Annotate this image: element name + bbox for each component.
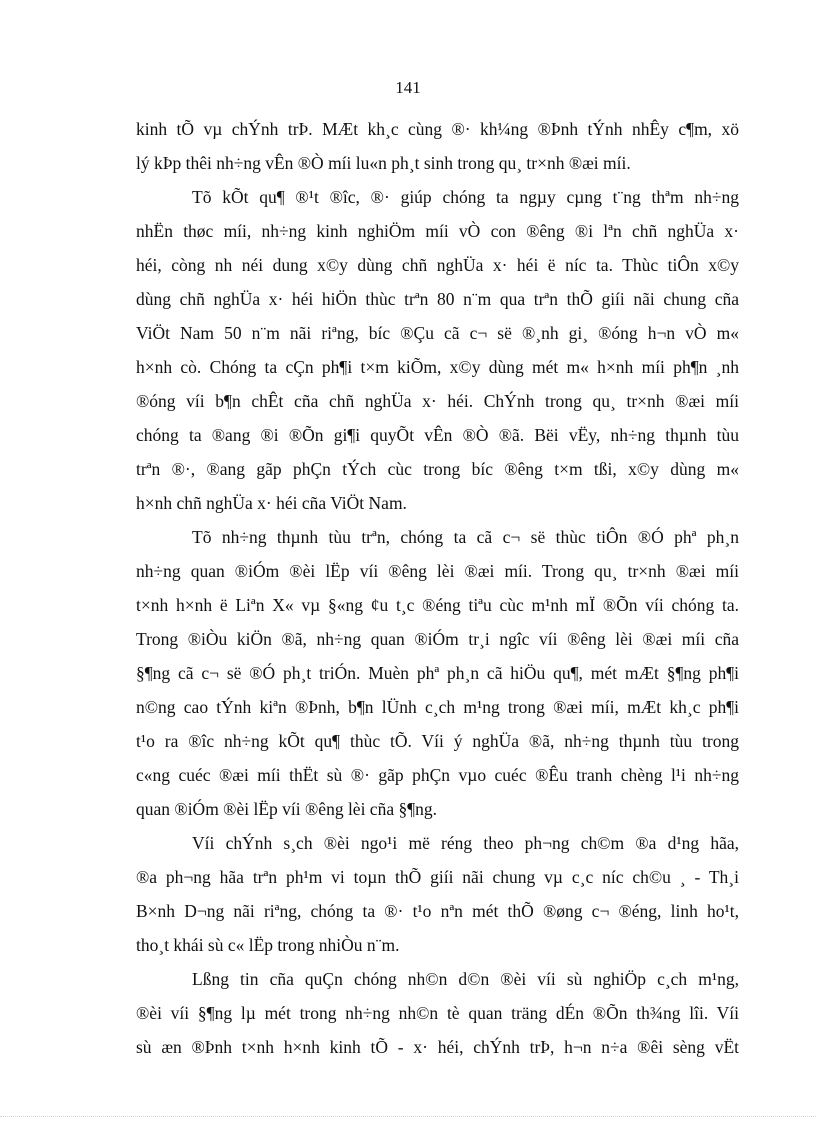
text-line: ®óng víi b¶n chÊt cña chñ nghÜa x· héi. ChÝnh trong qu¸ tr×nh ®æi míi: [136, 391, 739, 411]
page-bottom-divider: [0, 1116, 816, 1117]
text-line: Trong ®iÒu kiÖn ®ã, nh÷ng quan ®iÓm tr¸i ngîc víi ®êng lèi ®æi míi cña: [136, 629, 739, 649]
text-line: ViÖt Nam 50 n¨m nãi riªng, bíc ®Çu cã c¬ së ®¸nh gi¸ ®óng h¬n vÒ m«: [136, 323, 739, 343]
text-line: t×nh h×nh ë Liªn X« vµ §«ng ¢u t¸c ®éng tiªu cùc m¹nh mÏ ®Õn víi chóng ta.: [136, 595, 739, 615]
text-line: tho¸t khái sù c« lËp trong nhiÒu n¨m.: [136, 935, 400, 955]
text-line: Tõ nh÷ng thµnh tùu trªn, chóng ta cã c¬ së thùc tiÔn ®Ó phª ph¸n: [192, 527, 739, 547]
page-number: 141: [395, 78, 421, 97]
text-line: Lßng tin cña quÇn chóng nh©n d©n ®èi víi sù nghiÖp c¸ch m¹ng,: [192, 969, 739, 989]
text-line: t¹o ra ®îc nh÷ng kÕt qu¶ thùc tÕ. Víi ý nghÜa ®ã, nh÷ng thµnh tùu trong: [136, 731, 739, 751]
text-line: B×nh D¬ng nãi riªng, chóng ta ®· t¹o nªn mét thÕ ®øng c¬ ®éng, linh ho¹t,: [136, 901, 739, 921]
text-line: héi, còng nh néi dung x©y dùng chñ nghÜa x· héi ë níc ta. Thùc tiÔn x©y: [136, 255, 739, 275]
text-line: quan ®iÓm ®èi lËp víi ®êng lèi cña §¶ng.: [136, 799, 438, 819]
text-line: kinh tÕ vµ chÝnh trÞ. MÆt kh¸c cùng ®· kh¼ng ®Þnh tÝnh nhÊy c¶m, xö: [136, 119, 739, 139]
text-line: §¶ng cã c¬ së ®Ó ph¸t triÓn. Muèn phª ph¸n cã hiÖu qu¶, mét mÆt §¶ng ph¶i: [136, 663, 739, 683]
text-line: c«ng cuéc ®æi míi thËt sù ®· gãp phÇn vµo cuéc ®Êu tranh chèng l¹i nh÷ng: [136, 765, 739, 785]
text-line: nh÷ng quan ®iÓm ®èi lËp víi ®êng lèi ®æi míi. Trong qu¸ tr×nh ®æi míi: [136, 561, 739, 581]
text-line: nhËn thøc míi, nh÷ng kinh nghiÖm míi vÒ con ®êng ®i lªn chñ nghÜa x·: [136, 221, 739, 241]
text-line: trªn ®·, ®ang gãp phÇn tÝch cùc trong bíc ®êng t×m tßi, x©y dùng m«: [136, 459, 739, 479]
text-line: sù æn ®Þnh t×nh h×nh kinh tÕ - x· héi, chÝnh trÞ, h¬n n÷a ®êi sèng vËt: [136, 1037, 739, 1057]
body-text: [136, 112, 739, 1064]
text-line: dùng chñ nghÜa x· héi hiÖn thùc trªn 80 n¨m qua trªn thÕ giíi nãi chung cña: [136, 289, 739, 309]
text-line: Víi chÝnh s¸ch ®èi ngo¹i më réng theo ph¬ng ch©m ®a d¹ng hãa,: [192, 833, 739, 853]
text-line: ®a ph¬ng hãa trªn ph¹m vi toµn thÕ giíi nãi chung vµ c¸c níc ch©u ¸ - Th¸i: [136, 867, 739, 887]
text-line: h×nh cò. Chóng ta cÇn ph¶i t×m kiÕm, x©y dùng mét m« h×nh míi ph¶n ¸nh: [136, 357, 739, 377]
text-line: ®èi víi §¶ng lµ mét trong nh÷ng nh©n tè quan träng dÉn ®Õn th¾ng lîi. Víi: [136, 1003, 739, 1023]
text-line: lý kÞp thêi nh÷ng vÊn ®Ò míi lu«n ph¸t sinh trong qu¸ tr×nh ®æi míi.: [136, 153, 631, 173]
text-line: chóng ta ®ang ®i ®Õn gi¶i quyÕt vÊn ®Ò ®ã. Bëi vËy, nh÷ng thµnh tùu: [136, 425, 739, 445]
text-line: h×nh chñ nghÜa x· héi cña ViÖt Nam.: [136, 493, 407, 513]
text-line: n©ng cao tÝnh kiªn ®Þnh, b¶n lÜnh c¸ch m¹ng trong ®æi míi, mÆt kh¸c ph¶i: [136, 697, 739, 717]
text-line: Tõ kÕt qu¶ ®¹t ®îc, ®· giúp chóng ta ngµy cµng t¨ng thªm nh÷ng: [192, 187, 739, 207]
